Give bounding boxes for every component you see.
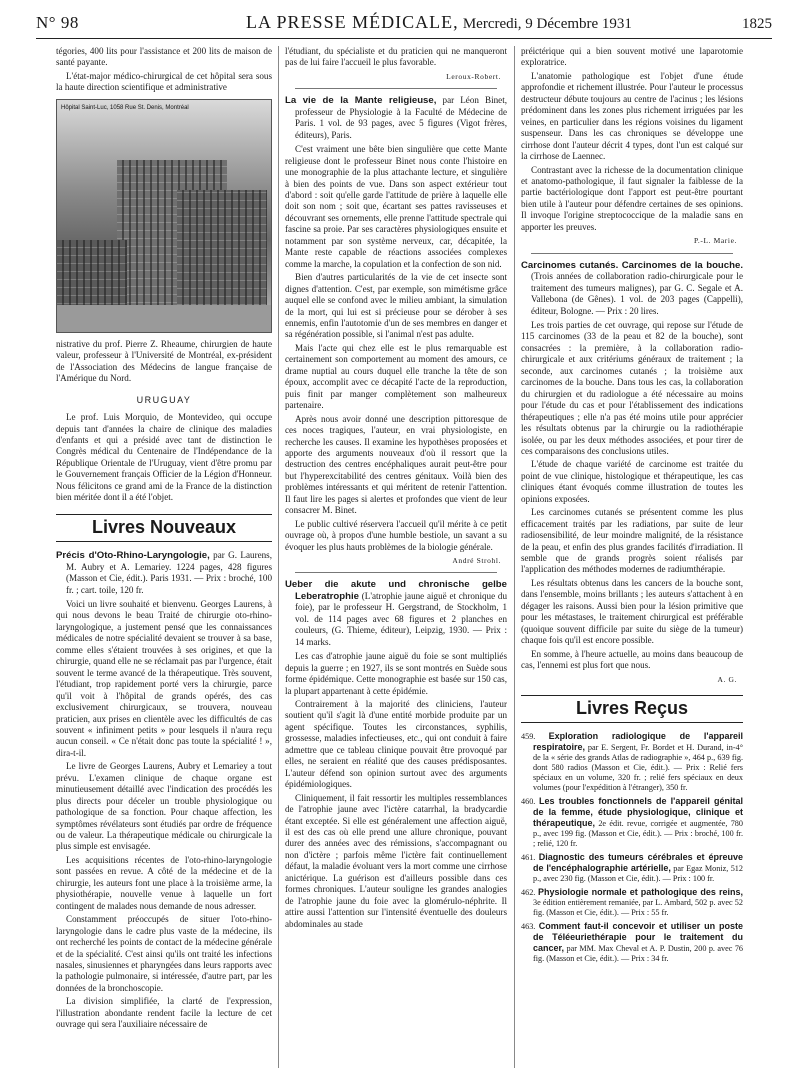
paragraph: Le public cultivé réservera l'accueil qu'il mérite à ce petit ouvrage où, à propos d'une humble bestiole, un savant a su évoquer les plus hauts problèmes de la biologie générale. xyxy=(285,518,507,552)
paragraph: tégories, 400 lits pour l'assistance et 200 lits de maison de santé payante. xyxy=(56,46,272,68)
book-reference: 3e édition entièrement remaniée, par L. Ambard, 502 p. avec 52 fig. (Masson et Cie, édit.). — Prix : 55 fr. xyxy=(533,898,743,918)
book-review-heading xyxy=(285,95,507,141)
received-book-entry xyxy=(521,852,743,884)
book-title: Physiologie normale et pathologique des reins, xyxy=(537,887,743,898)
issue-number: N° 98 xyxy=(36,13,79,32)
column-divider xyxy=(278,46,279,1068)
section-subheading: URUGUAY xyxy=(136,394,192,405)
column-3 xyxy=(521,46,743,1074)
book-title: Exploration radiologique de l'appareil respiratoire, xyxy=(533,731,743,753)
received-book-entry xyxy=(521,921,743,964)
paragraph: Bien d'autres particularités de la vie de cet insecte sont dignes d'attention. C'est, par exemple, son mimétisme grâce auquel elle se confond avec le milieu ambiant, la simulation de la mort, qui lui est si précieuse pour se dérober à ses ennemis, enfin l'autotomie d'un de ses membres en danger et sa régénération possible, si l'animal n'est pas adulte. xyxy=(285,272,507,340)
book-title: Comment faut-il concevoir et utiliser un poste de Téléeuriethérapie pour le traitement du cancer, xyxy=(533,921,743,954)
reviewer-signature: André Strohl. xyxy=(452,556,501,566)
entry-number: 460. xyxy=(521,797,536,807)
entry-number: 459. xyxy=(521,732,536,742)
paragraph: Les trois parties de cet ouvrage, qui repose sur l'étude de 115 carcinomes (33 de la peau et 82 de la bouche), sont consacrées : la première, à la collaboration radio-chirurgicale et aux critériums généraux de traitement ; la seconde, aux carcinomes cutanés ; la troisième aux carcinomes de la bouche. Dans tous les cas, la collaboration du chirurgien et du radiologue a été nécessaire au moins pour l'étude du cas et pour l'établissement des indications thérapeutiques ; elle n'a pas été moins utile pour apprécier les résultats obtenus par la chirurgie ou la radiothérapie isolée, ou par les deux méthodes associées, et pour tirer de ces comparaisons des conclusions utiles. xyxy=(521,319,743,456)
book-reference: par E. Sergent, Fr. Bordet et H. Durand, in-4° de la « série des grands Atlas de radiographie », 464 p., 639 fig. dont 580 radios (Masson et Cie, édit.). — Prix : Relié fers spéciaux en un volume, 320 fr. ; relié fers spéciaux en deux volumes (pour l'expédition à l'étranger), 350 fr. xyxy=(533,743,743,793)
paragraph: L'état-major médico-chirurgical de cet hôpital sera sous la haute direction scientifique et administrative xyxy=(56,70,272,93)
divider xyxy=(531,253,733,254)
page-header xyxy=(36,12,772,39)
paragraph: l'étudiant, du spécialiste et du praticien qui ne manqueront pas de lui faire l'accueil le plus favorable. xyxy=(285,46,507,68)
book-title: La vie de la Mante religieuse, xyxy=(285,95,437,107)
paragraph: Mais l'acte qui chez elle est le plus remarquable est certainement son comportement au moment des amours, ce drame nuptial au cours duquel elle tranche la tête de son époux, accomplit avec ce décapité l'acte de la reproduction, puis finit par manger complètement son malheureux partenaire. xyxy=(285,342,507,411)
reviewer-signature: P.-L. Marie. xyxy=(693,236,737,246)
page-number: 1825 xyxy=(742,16,772,32)
entry-number: 461. xyxy=(521,853,536,863)
paragraph: L'étude de chaque variété de carcinome est traitée du point de vue clinique, histologique et thérapeutique, les cas cliniques étant évoqués comme illustration de toutes les opinions exposées. xyxy=(521,459,743,504)
paragraph: Constamment préoccupés de situer l'oto-rhino-laryngologie dans le cadre plus vaste de la médecine, ils ont recherché les points de contact de la médecine générale et de la spécialité. C'est ainsi qu'ils ont traité les infections nasales, sinusiennes et pharyngées dans leurs rapports avec la pathologie pulmonaire, si intéressée, d'autre part, par les données de la bronchoscopie. xyxy=(56,914,272,993)
hospital-photo xyxy=(56,99,272,333)
paragraph: Les acquisitions récentes de l'oto-rhino-laryngologie sont passées en revue. A côté de la médecine et de la chirurgie, les auteurs font une place à la troisième arme, la physiothérapie, nouvelle venue à laquelle un fort contingent de malades nous demande de nous adresser. xyxy=(56,854,272,911)
paragraph: La division simplifiée, la clarté de l'expression, l'illustration abondante rendent facile la lecture de cet ouvrage qui sera l'auxiliaire nécessaire de xyxy=(56,996,272,1030)
paragraph: Après nous avoir donné une description pittoresque de ces noces tragiques, l'auteur, en vrai physiologiste, en recherche les causes. Il examine les hypothèses proposées et apporte des arguments nouveaux d'où il ressort que la destruction des centres encéphaliques aurait peut-être pour but l'hyperexcitabilité des centres génitaux. Voilà bien des problèmes intéressants et qui méritent de retenir l'attention. Il faut lire les pages si alertes et profondes que vient de leur consacrer M. Binet. xyxy=(285,413,507,516)
book-reference: par MM. Max Cheval et A. P. Dustin, 200 p. avec 76 fig. (Masson et Cie, édit.). — Prix : 34 fr. xyxy=(533,944,743,964)
paragraph: En somme, à l'heure actuelle, au moins dans beaucoup de cas, l'ennemi est plus fort que nous. xyxy=(521,648,743,671)
book-review-heading xyxy=(521,260,743,317)
paragraph: C'est vraiment une bête bien singulière que cette Mante religieuse dont le professeur Binet nous conte l'histoire en une monographie de la plus attachante lecture, et singulière à bien des points de vue. Dans son aspect extérieur tout d'abord : soit qu'elle garde l'attitude de prière à laquelle elle doit son nom ; soit que, écartant ses pattes ravisseuses et découvrant ses ornements, elle prenne l'attitude spectrale qui fascine sa proie. Par ses caractères physiologiques ensuite et notamment par son système nerveux, car, décapitée, la Mante reste capable de réactions associées complexes comme la marche, la copulation et la confection de son nid. xyxy=(285,144,507,269)
book-title: Ueber die akute und chronische gelbe Leberatrophie xyxy=(285,579,507,602)
received-book-entry xyxy=(521,796,743,849)
section-title: Livres Reçus xyxy=(521,695,743,723)
received-book-entry xyxy=(521,887,743,918)
column-2 xyxy=(285,46,507,1074)
masthead xyxy=(166,12,712,33)
book-reference: par Egaz Moniz, 512 p., avec 230 fig. (Masson et Cie, édit.). — Prix : 100 fr. xyxy=(533,864,743,884)
column-1 xyxy=(56,46,272,1074)
paragraph: Cliniquement, il fait ressortir les multiples ressemblances de l'atrophie jaune avec l'ictère catarrhal, la bradycardie étant exceptée. Si elle est généralement une affection aiguë, il est des cas où elle prend une allure chronique, pouvant durer des années avec des rémissions, s'accompagnant ou non d'ictère ; parfois même l'ictère fait continuellement défaut, la maladie évoluant vers la mort comme une cirrhose anictérique. La guérison est d'ailleurs possible dans ces formes chroniques. L'auteur souligne les grandes analogies de l'atrophie jaune du foie avec la glomérulo-néphrite. Il attire aussi l'attention sur l'intensité éventuelle des douleurs abdominales au stade xyxy=(285,792,507,929)
column-divider xyxy=(514,46,515,1068)
paragraph: préictérique qui a bien souvent motivé une laparotomie exploratrice. xyxy=(521,46,743,68)
paragraph: Les carcinomes cutanés se présentent comme les plus efficacement traités par les radiations, par suite de leur radiosensibilité, de leur moindre malignité, de la résistance de la peau, et enfin des plus grandes facilités d'irradiation. Il semble que de grands progrès soient réalisés par l'application des méthodes modernes de radiumthérapie. xyxy=(521,507,743,575)
divider xyxy=(295,572,497,573)
book-reference: (Trois années de collaboration radio-chirurgicale pour le traitement des tumeurs malignes), par G. C. Segale et A. Vallebona (de Gênes). 1 vol. de 203 pages (Cappelli), éditeur, Bologne. — Prix : 20 lires. xyxy=(531,271,743,316)
book-title: Carcinomes cutanés. Carcinomes de la bouche. xyxy=(521,259,743,271)
paragraph: Le prof. Luis Morquio, de Montevideo, qui occupe depuis tant d'années la chaire de clinique des maladies d'enfants et qui a présidé avec tant de distinction le Congrès médical du Centenaire de l'Indépendance de la République Orientale de l'Uruguay, vient d'être promu par le Gouvernement français Officier de la Légion d'Honneur. Nous félicitons ce grand ami de la France de la distinction bien méritée dont il a été l'objet. xyxy=(56,412,272,503)
entry-number: 462. xyxy=(521,888,536,898)
book-title: Précis d'Oto-Rhino-Laryngologie, xyxy=(56,550,210,562)
paragraph: L'anatomie pathologique est l'objet d'une étude approfondie et richement illustrée. Pour l'auteur le processus destructeur débute toujours au centre de l'acinus ; les lésions prédominent dans les zones plus richement irriguées par les veines, en particulier dans les régions voisines du ligament suspenseur. Dans les cas chroniques se développe une cirrhose dont l'auteur décrit 4 types, dont l'un est calqué sur la cirrhose de Laennec. xyxy=(521,70,743,162)
reviewer-signature: Leroux-Robert. xyxy=(446,71,501,81)
paragraph: Les cas d'atrophie jaune aiguë du foie se sont multipliés depuis la guerre ; en 1927, ils se sont montrés en Suède sous forme épidémique. Cette monographie est basée sur 150 cas, la plupart appartenant à cette épidémie. xyxy=(285,651,507,696)
book-title: Les troubles fonctionnels de l'appareil génital de la femme, étude physiologique, clinique et thérapeutique, xyxy=(533,796,743,829)
received-book-entry xyxy=(521,731,743,793)
photo-caption: Hôpital Saint-Luc, 1058 Rue St. Denis, Montréal xyxy=(61,104,189,111)
paragraph: Contrairement à la majorité des cliniciens, l'auteur soutient qu'il s'agit là d'une entité morbide produite par un agent spécifique. Toutes les circonstances, syphilis, grossesse, maladies infectieuses, etc., qui ont conduit à faire admettre que ce tableau clinique pouvait être provoqué par elles, ne seraient en réalité que des causes prédisposantes. L'auteur défend son opinion surtout avec des arguments épidémiologiques. xyxy=(285,699,507,790)
book-title: Diagnostic des tumeurs cérébrales et épreuve de l'encéphalographie artérielle, xyxy=(533,852,743,874)
paragraph: Contrastant avec la richesse de la documentation clinique et anatomo-pathologique, il faut signaler la faiblesse de la partie bactériologique dont l'apport est peut-être pourtant bien utile à l'auteur pour défendre certaines de ses opinions. Il invoque l'origine streptococcique de la maladie sans en apporter les preuves. xyxy=(521,164,743,232)
paragraph: Voici un livre souhaité et bienvenu. Georges Laurens, à qui nous devons le beau Traité de chirurgie oto-rhino-laryngologique, a justement pensé que les connaissances médicales de notre spécialité devaient se trouver à sa base, comme elles s'étaient trouvées à ses origines, et que la chirurgie, quand elle ne se réclamait pas par l'urgence, était souvent le terme avancé de la thérapeutique. Très souvent, l'étudiant, trop rapidement porté vers la chirurgie, parce qu'il voit à l'hôpital de grands opérés, des cas exclusivement chirurgicaux, se trouvera, nouveau praticien, aux prises en clientèle avec les difficultés de cas souvent « infiniment petits » pour lesquels il n'aura reçu aucun conseil. « Ce n'était donc pas toute la spécialité ! », dira-t-il. xyxy=(56,598,272,758)
book-review-heading xyxy=(56,550,272,596)
book-review-heading xyxy=(285,579,507,648)
paragraph: nistrative du prof. Pierre Z. Rheaume, chirurgien de haute valeur, professeur à l'Université de Montréal, ex-président de l'Association des Médecins de langue française de l'Amérique du Nord. xyxy=(56,338,272,384)
divider xyxy=(295,88,497,89)
paragraph: Le livre de Georges Laurens, Aubry et Lemariey a tout prévu. L'examen clinique de chaque organe est minutieusement détaillé avec l'indication des procédés les plus directs pour déceler un trouble physiologique ou pathologique de sa fonction. Pour chaque affection, les symptômes révélateurs sont étudiés par ordre de fréquence ou de valeur. La thérapeutique médicale ou chirurgicale la plus simple est envisagée. xyxy=(56,761,272,852)
book-reference: 2e édit. revue, corrigée et augmentée, 780 p., avec 199 fig. (Masson et Cie, édit.). — Prix : broché, 100 fr. ; relié, 120 fr. xyxy=(533,819,743,849)
issue-date: Mercredi, 9 Décembre 1931 xyxy=(462,16,632,32)
book-reference: par Léon Binet, professeur de Physiologie à la Faculté de Médecine de Paris. 1 vol. de 93 pages, avec 5 figures (Vigot frères, éditeurs), Paris. xyxy=(295,95,507,140)
book-reference: par G. Laurens, M. Aubry et A. Lemariey. 1224 pages, 428 figures (Masson et Cie, édit.). Paris 1931. — Prix : broché, 100 fr. ; cart. toile, 120 fr. xyxy=(66,550,272,595)
reviewer-signature: A. G. xyxy=(717,674,737,684)
section-title: Livres Nouveaux xyxy=(56,514,272,542)
paragraph: Les résultats obtenus dans les cancers de la bouche sont, dans l'ensemble, moins brillants ; les auteurs s'attachent à en dégager les raisons. Aussi bien pour la lésion primitive que pour les métastases, le traitement chirurgical est préférable (quoique souvent difficile par suite du siège de la tumeur) chaque fois qu'il est encore possible. xyxy=(521,577,743,646)
book-reference: (L'atrophie jaune aiguë et chronique du foie), par le professeur H. Gergstrand, de Stockholm, 1 vol. de 114 pages avec 68 figures et 2 planches en couleurs, (G. Thieme, éditeur), Leipzig, 1930. — Prix : 14 marks. xyxy=(295,590,507,647)
entry-number: 463. xyxy=(521,922,536,932)
journal-title: LA PRESSE MÉDICALE, xyxy=(246,12,459,32)
